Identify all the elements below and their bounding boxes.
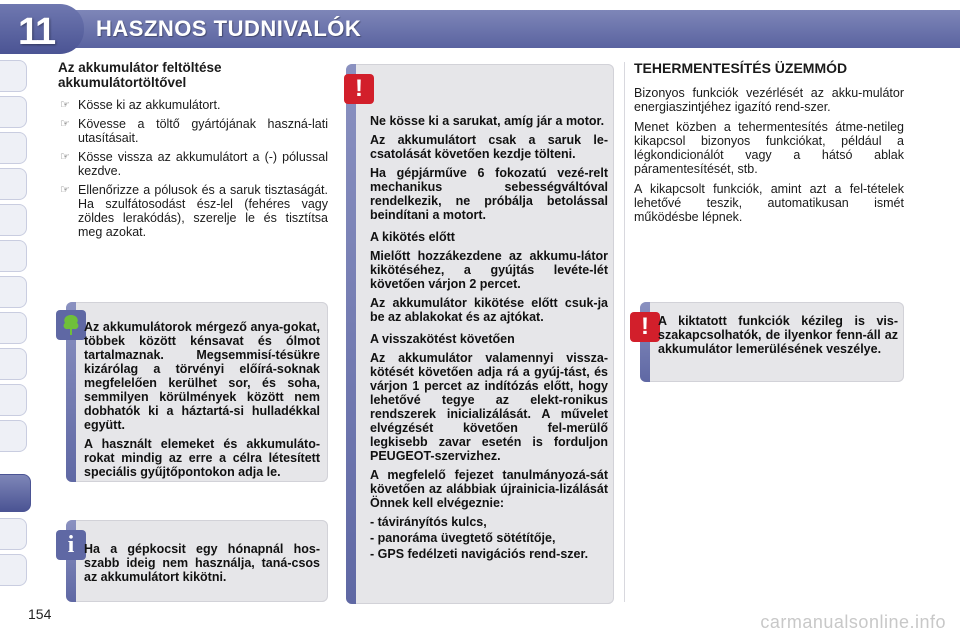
list-item	[58, 117, 328, 145]
list-item-text: Kövesse a töltő gyártójának haszná-lati utasításait.	[78, 117, 328, 145]
pointing-hand-icon: ☞	[60, 99, 70, 111]
side-tab[interactable]	[0, 60, 27, 92]
chapter-number: 11	[18, 11, 55, 53]
reinit-list-item: - GPS fedélzeti navigációs rend-szer.	[370, 547, 589, 561]
info-note-text: Ha a gépkocsit egy hónapnál hos-szabb ideig nem használja, taná-csos az akkumulátort kikötni.	[84, 542, 320, 584]
paragraph: Bizonyos funkciók vezérlését az akku-mulátor energiaszintjéhez igazító rend-szer.	[634, 86, 904, 114]
right-warning-text: A kiktatott funkciók kézileg is vis-szakapcsolhatók, de ilyenkor fenn-áll az akkumulátor lemerülésének veszélye.	[658, 314, 898, 356]
tree-icon	[56, 310, 86, 340]
eco-note-text	[84, 320, 320, 484]
chapter-tab	[0, 4, 84, 54]
warning-paragraph: Az akkumulátor kikötése előtt csuk-ja be az ablakokat és az ajtókat.	[370, 296, 608, 324]
side-tab[interactable]	[0, 204, 27, 236]
side-tab[interactable]	[0, 348, 27, 380]
side-tab[interactable]	[0, 276, 27, 308]
section-heading: TEHERMENTESÍTÉS ÜZEMMÓD	[634, 60, 848, 76]
side-tab[interactable]	[0, 518, 27, 550]
bullet-list	[58, 98, 328, 239]
side-tab[interactable]	[0, 384, 27, 416]
pointing-hand-icon: ☞	[60, 184, 70, 196]
reinit-list-item: - távirányítós kulcs,	[370, 515, 487, 529]
left-column	[58, 60, 328, 244]
page-header	[0, 0, 960, 56]
paragraph: Menet közben a tehermentesítés átme-netileg kikapcsol bizonyos funkciókat, például a légkondicionálót vagy a hátsó ablak páramentesítését, stb.	[634, 120, 904, 176]
info-icon: i	[56, 530, 86, 560]
warning-paragraph: Az akkumulátort csak a saruk le-csatolását követően kezdje tölteni.	[370, 133, 608, 161]
list-item-text: Kösse vissza az akkumulátort a (-) pólussal kezdve.	[78, 150, 328, 178]
side-tab[interactable]	[0, 312, 27, 344]
reinit-list-item: - panoráma üvegtető sötétítője,	[370, 531, 556, 545]
warning-paragraph: A megfelelő fejezet tanulmányozá-sát követően az alábbiak újrainicia-lizálását Önnek kell elvégeznie:	[370, 468, 608, 510]
right-column	[634, 60, 904, 230]
list-item	[58, 98, 328, 112]
list-item-text: Kösse ki az akkumulátort.	[78, 98, 221, 112]
subheading-before-disconnect: A kikötés előtt	[370, 230, 455, 244]
subheading-after-reconnect: A visszakötést követően	[370, 332, 515, 346]
page-title: HASZNOS TUDNIVALÓK	[96, 16, 362, 41]
center-warning-text	[370, 114, 608, 563]
warning-paragraph: Mielőtt hozzákezdene az akkumu-látor kikötéséhez, a gyújtás levéte-lét követően várjon 2 percet.	[370, 249, 608, 291]
right-warning-box	[640, 302, 904, 382]
side-tab[interactable]	[0, 420, 27, 452]
pointing-hand-icon: ☞	[60, 151, 70, 163]
list-item	[58, 183, 328, 239]
watermark: carmanualsonline.info	[760, 612, 946, 632]
side-tab[interactable]	[0, 168, 27, 200]
side-tab[interactable]	[0, 132, 27, 164]
warning-icon: !	[344, 74, 374, 104]
side-tab[interactable]	[0, 240, 27, 272]
info-note-box	[66, 520, 328, 602]
paragraph: A kikapcsolt funkciók, amint azt a fel-tételek lehetővé teszik, automatikusan ismét működésbe lépnek.	[634, 182, 904, 224]
list-item	[58, 150, 328, 178]
pointing-hand-icon: ☞	[60, 118, 70, 130]
warning-paragraph: Ne kösse ki a sarukat, amíg jár a motor.	[370, 114, 605, 128]
side-tab-active[interactable]	[0, 474, 31, 512]
section-heading: Az akkumulátor feltöltése akkumulátortöltővel	[58, 60, 222, 90]
eco-note-box	[66, 302, 328, 482]
page-number: 154	[28, 606, 52, 622]
chapter-side-tabs	[0, 60, 30, 620]
side-tab[interactable]	[0, 554, 27, 586]
box-accent-bar	[346, 64, 356, 604]
eco-paragraph: A használt elemeket és akkumuláto-rokat mindig az erre a célra létesített speciális gyűjtőpontokon adja le.	[84, 437, 320, 479]
eco-paragraph: Az akkumulátorok mérgező anya-gokat, többek között kénsavat és ólmot tartalmaznak. Megsemmisí-tésükre kizárólag a törvényi előírá-soknak megfelelően kerülhet sor, és soha, semmilyen körülmények között nem dobhatók ki a háztartá-si hulladékkal együtt.	[84, 320, 320, 432]
warning-icon: !	[630, 312, 660, 342]
column-divider	[624, 62, 625, 602]
list-item-text: Ellenőrizze a pólusok és a saruk tisztaságát. Ha szulfátosodást ész-lel (fehéres vagy zöldes lerakódás), szerelje le és tisztítsa meg azokat.	[78, 183, 328, 239]
warning-paragraph: Ha gépjárműve 6 fokozatú vezé-relt mechanikus sebességváltóval rendelkezik, ne próbálja betolással beindítani a motort.	[370, 166, 608, 222]
center-warning-box	[346, 64, 614, 604]
warning-paragraph: Az akkumulátor valamennyi vissza-kötését követően adja rá a gyúj-tást, és várjon 1 percet az indítózás előtt, hogy lehetővé tegye az elekt-ronikus rendszerek inicializálását. A művelet elvégzését követően fel-merülő legkisebb zavar esetén is forduljon PEUGEOT-szervizhez.	[370, 351, 608, 463]
side-tab[interactable]	[0, 96, 27, 128]
